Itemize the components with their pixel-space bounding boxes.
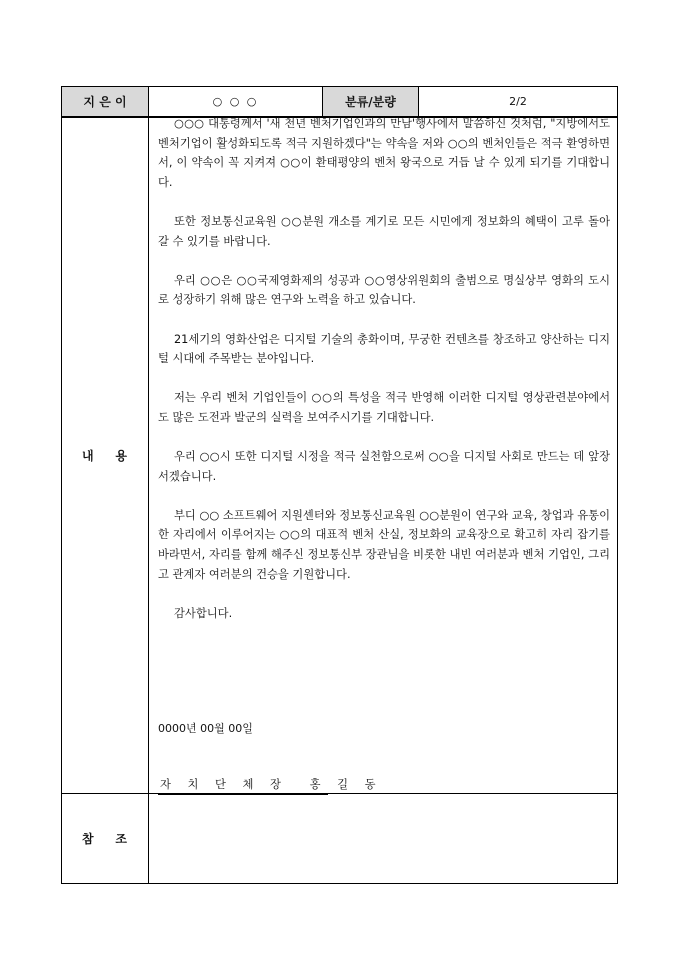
content-label: 내 용	[82, 448, 128, 463]
paragraph: 21세기의 영화산업은 디지털 기술의 총화이며, 무궁한 컨텐츠를 창조하고 양산하는 디지털 시대에 주목받는 분야입니다.	[158, 332, 610, 366]
paragraph: 감사합니다.	[174, 606, 233, 620]
speech-body	[158, 87, 610, 643]
signature: 자 치 단 체 장 홍 길 동	[160, 778, 381, 791]
reference-label: 참 조	[82, 831, 128, 846]
paragraph: 저는 우리 벤처 기업인들이 ○○의 특성을 적극 반영해 이러한 디지털 영상관련분야에서도 많은 도전과 발군의 실력을 보여주시기를 기대합니다.	[158, 391, 610, 424]
author-label: 지 은 이	[62, 87, 148, 116]
paragraph: 부디 ○○ 소프트웨어 지원센터와 정보통신교육원 ○○분원이 연구와 교육, 창업과 유통이 한 자리에서 이루어지는 ○○의 대표적 벤처 산실, 정보화의 교육장으로 확고히 자리 잡기를 바라면서, 자리를 함께 해주신 정보통신부 장관님을 비롯한 내빈 여러분과 벤처 기업인, 그리고 관계자 여러분의 건승을 기원합니다.	[158, 508, 610, 581]
speech-date: 0000년 00월 00일	[158, 722, 253, 735]
category-label: 분류/분량	[323, 87, 418, 116]
paragraph: ○○○ 대통령께서 '새 천년 벤처기업인과의 만남'행사에서 말씀하신 것처럼, "지방에서도 벤처기업이 활성화되도록 적극 지원하겠다"는 약속을 저와 ○○의 벤처인들은 적극 환영하면서, 이 약속이 꼭 지켜져 ○○이 환태평양의 벤처 왕국으로 거듭 날 수 있게 되기를 기대합니다.	[158, 117, 610, 189]
category-value: 2/2	[509, 95, 527, 108]
paragraph: 우리 ○○은 ○○국제영화제의 성공과 ○○영상위원회의 출범으로 명실상부 영화의 도시로 성장하기 위해 많은 연구와 노력을 하고 있습니다.	[158, 273, 610, 307]
reference-field[interactable]	[149, 794, 617, 882]
paragraph: 우리 ○○시 또한 디지털 시정을 적극 실천함으로써 ○○을 디지털 사회로 만드는 데 앞장서겠습니다.	[158, 450, 610, 483]
author-value: ○ ○ ○	[212, 95, 259, 108]
paragraph: 또한 정보통신교육원 ○○분원 개소를 계기로 모든 시민에게 정보화의 혜택이 고루 돌아갈 수 있기를 바랍니다.	[158, 214, 610, 248]
speech-form	[61, 86, 618, 884]
left-column-divider	[148, 87, 149, 883]
